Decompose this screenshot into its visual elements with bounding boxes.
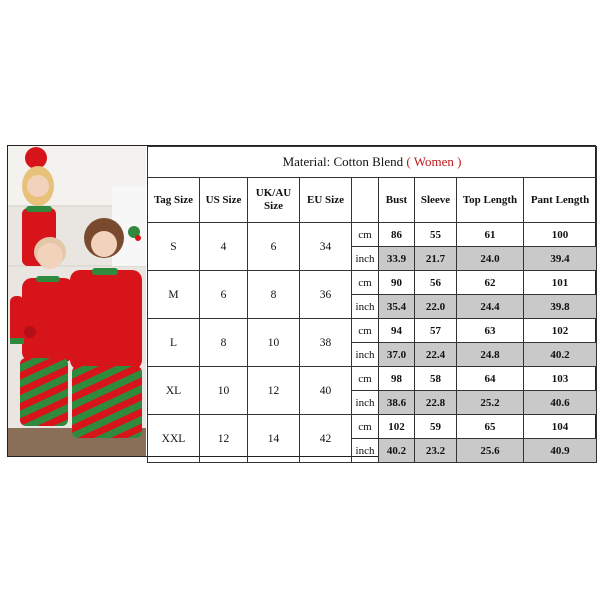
pant-length-cm-cell: 104 [524, 415, 597, 439]
sleeve-cm-cell: 59 [415, 415, 457, 439]
title-accent: ( Women ) [406, 154, 462, 169]
top-length-cm-cell: 64 [457, 367, 524, 391]
tag-size-cell: M [148, 271, 200, 319]
bust-cm-cell: 86 [379, 223, 415, 247]
sleeve-inch-cell: 23.2 [415, 439, 457, 463]
header-pant-length: Pant Length [524, 178, 597, 223]
bust-inch-cell: 35.4 [379, 295, 415, 319]
unit-cm-cell: cm [352, 271, 379, 295]
eu-size-cell: 36 [300, 271, 352, 319]
unit-inch-cell: inch [352, 343, 379, 367]
sleeve-inch-cell: 21.7 [415, 247, 457, 271]
tag-size-cell: XL [148, 367, 200, 415]
header-sleeve: Sleeve [415, 178, 457, 223]
eu-size-cell: 38 [300, 319, 352, 367]
header-us-size: US Size [200, 178, 248, 223]
sleeve-inch-cell: 22.8 [415, 391, 457, 415]
unit-inch-cell: inch [352, 247, 379, 271]
size-chart-frame [7, 145, 596, 457]
bust-inch-cell: 38.6 [379, 391, 415, 415]
tag-size-cell: XXL [148, 415, 200, 463]
bust-cm-cell: 94 [379, 319, 415, 343]
bust-cm-cell: 90 [379, 271, 415, 295]
sleeve-cm-cell: 56 [415, 271, 457, 295]
top-length-inch-cell: 25.6 [457, 439, 524, 463]
header-uk-au-size: UK/AU Size [248, 178, 300, 223]
unit-cm-cell: cm [352, 367, 379, 391]
table-row [148, 223, 597, 247]
pant-length-cm-cell: 100 [524, 223, 597, 247]
top-length-cm-cell: 65 [457, 415, 524, 439]
pant-length-cm-cell: 101 [524, 271, 597, 295]
bust-inch-cell: 40.2 [379, 439, 415, 463]
uk-au-size-cell: 12 [248, 367, 300, 415]
bust-inch-cell: 37.0 [379, 343, 415, 367]
sleeve-inch-cell: 22.4 [415, 343, 457, 367]
uk-au-size-cell: 8 [248, 271, 300, 319]
us-size-cell: 6 [200, 271, 248, 319]
tag-size-cell: L [148, 319, 200, 367]
title-main: Material: Cotton Blend [282, 154, 404, 169]
top-length-inch-cell: 24.4 [457, 295, 524, 319]
header-eu-size: EU Size [300, 178, 352, 223]
product-photo [8, 146, 146, 456]
sleeve-cm-cell: 58 [415, 367, 457, 391]
eu-size-cell: 40 [300, 367, 352, 415]
bust-cm-cell: 102 [379, 415, 415, 439]
unit-inch-cell: inch [352, 391, 379, 415]
eu-size-cell: 42 [300, 415, 352, 463]
unit-cm-cell: cm [352, 415, 379, 439]
pant-length-cm-cell: 103 [524, 367, 597, 391]
uk-au-size-cell: 10 [248, 319, 300, 367]
top-length-inch-cell: 25.2 [457, 391, 524, 415]
pant-length-inch-cell: 40.6 [524, 391, 597, 415]
table-row [148, 319, 597, 343]
top-length-cm-cell: 61 [457, 223, 524, 247]
pant-length-inch-cell: 39.4 [524, 247, 597, 271]
header-bust: Bust [379, 178, 415, 223]
family-pajama-illustration [8, 146, 146, 456]
top-length-cm-cell: 63 [457, 319, 524, 343]
pant-length-inch-cell: 40.9 [524, 439, 597, 463]
table-row [148, 367, 597, 391]
eu-size-cell: 34 [300, 223, 352, 271]
us-size-cell: 8 [200, 319, 248, 367]
table-row [148, 415, 597, 439]
header-top-length: Top Length [457, 178, 524, 223]
us-size-cell: 12 [200, 415, 248, 463]
top-length-inch-cell: 24.8 [457, 343, 524, 367]
sleeve-cm-cell: 57 [415, 319, 457, 343]
bust-inch-cell: 33.9 [379, 247, 415, 271]
unit-inch-cell: inch [352, 439, 379, 463]
unit-inch-cell: inch [352, 295, 379, 319]
pant-length-inch-cell: 39.8 [524, 295, 597, 319]
us-size-cell: 10 [200, 367, 248, 415]
unit-cm-cell: cm [352, 319, 379, 343]
top-length-cm-cell: 62 [457, 271, 524, 295]
us-size-cell: 4 [200, 223, 248, 271]
size-chart-table [147, 146, 597, 463]
title-row [148, 147, 597, 178]
table-row [148, 271, 597, 295]
tag-size-cell: S [148, 223, 200, 271]
top-length-inch-cell: 24.0 [457, 247, 524, 271]
bust-cm-cell: 98 [379, 367, 415, 391]
unit-cm-cell: cm [352, 223, 379, 247]
header-unit [352, 178, 379, 223]
sleeve-cm-cell: 55 [415, 223, 457, 247]
pant-length-inch-cell: 40.2 [524, 343, 597, 367]
sleeve-inch-cell: 22.0 [415, 295, 457, 319]
pant-length-cm-cell: 102 [524, 319, 597, 343]
header-tag-size: Tag Size [148, 178, 200, 223]
table-title [148, 147, 597, 178]
uk-au-size-cell: 6 [248, 223, 300, 271]
uk-au-size-cell: 14 [248, 415, 300, 463]
header-row [148, 178, 597, 223]
